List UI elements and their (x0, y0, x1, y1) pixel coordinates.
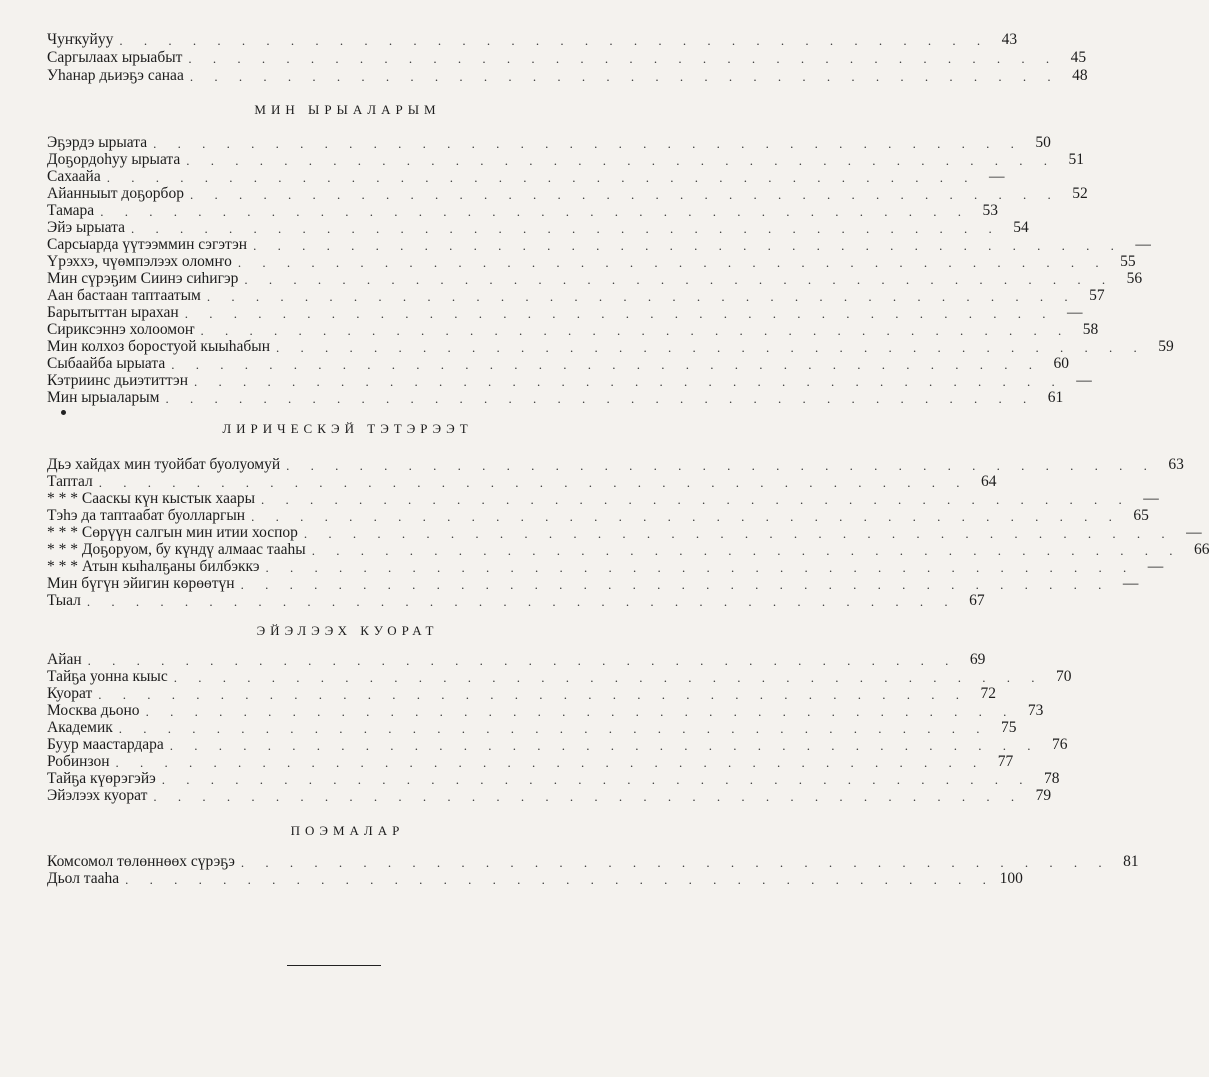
toc-entry (47, 31, 1018, 49)
toc-page: 45 (1070, 49, 1087, 66)
toc-title: Академик (47, 719, 113, 736)
toc-leader: . . . . . . . . . . . . . . . . . . . . . . . . . . . . . . . . . . . . (253, 238, 1123, 253)
toc-entry (47, 685, 997, 703)
toc-leader: . . . . . . . . . . . . . . . . . . . . . . . . . . . . . . . . . . . . (153, 136, 1023, 151)
toc-title: Мин бүгүн эйигин көрөөтүн (47, 575, 235, 592)
toc-title: * * * Атын кыһалҕаны билбэккэ (47, 558, 260, 575)
toc-title: Эйэлээх куорат (47, 787, 148, 804)
toc-leader: . . . . . . . . . . . . . . . . . . . . . . . . . . . . . . . . . . . . (200, 323, 1071, 338)
toc-entry (47, 49, 1087, 67)
toc-title: Айанныыт доҕорбор (47, 185, 184, 202)
toc-page: 100 (999, 870, 1023, 887)
toc-title: * * * Доҕоруом, бу күндү алмаас тааһы (47, 541, 306, 558)
toc-page: — (1122, 575, 1139, 592)
toc-title: Тайҕа күөрэгэйэ (47, 770, 156, 787)
toc-title: Чуҥкуйуу (47, 31, 114, 48)
toc-leader: . . . . . . . . . . . . . . . . . . . . . . . . . . . . . . . . . . . . (86, 594, 957, 609)
toc-leader: . . . . . . . . . . . . . . . . . . . . . . . . . . . . . . . . . . . . (153, 789, 1024, 804)
toc-entry (47, 372, 1092, 390)
toc-leader: . . . . . . . . . . . . . . . . . . . . . . . . . . . . . . . . . . . . (165, 391, 1036, 406)
toc-entry (47, 558, 1164, 576)
toc-title: Буур маастардара (47, 736, 164, 753)
toc-page: 73 (1027, 702, 1044, 719)
toc-page: 58 (1082, 321, 1099, 338)
toc-leader: . . . . . . . . . . . . . . . . . . . . . . . . . . . . . . . . . . . . (244, 272, 1115, 287)
toc-page: 63 (1168, 456, 1184, 473)
toc-leader: . . . . . . . . . . . . . . . . . . . . . . . . . . . . . . . . . . . . (240, 577, 1111, 592)
toc-page: 52 (1072, 185, 1088, 202)
toc-page: — (1066, 304, 1083, 321)
toc-entry (47, 202, 998, 220)
toc-leader: . . . . . . . . . . . . . . . . . . . . . . . . . . . . . . . . . . . . (118, 721, 989, 736)
toc-entry (47, 287, 1105, 305)
toc-title: * * * Сааскы күн кыстык хаары (47, 490, 256, 507)
toc-title: Москва дьоно (47, 702, 140, 719)
toc-leader: . . . . . . . . . . . . . . . . . . . . . . . . . . . . . . . . . . . . (286, 458, 1156, 473)
toc-title: Эҕэрдэ ырыата (47, 134, 148, 151)
toc-page: 76 (1052, 736, 1068, 753)
toc-page: 59 (1158, 338, 1174, 355)
toc-entry (47, 304, 1083, 322)
toc-title: Сыбаайба ырыата (47, 355, 166, 372)
toc-page: 64 (981, 473, 997, 490)
toc-title: Робинзон (47, 753, 110, 770)
toc-leader: . . . . . . . . . . . . . . . . . . . . . . . . . . . . . . . . . . . . (189, 187, 1060, 202)
toc-leader: . . . . . . . . . . . . . . . . . . . . . . . . . . . . . . . . . . . . (119, 33, 990, 48)
toc-leader: . . . . . . . . . . . . . . . . . . . . . . . . . . . . . . . . . . . . (265, 560, 1136, 575)
toc-title: Тайҕа уонна кыыс (47, 668, 168, 685)
toc-leader: . . . . . . . . . . . . . . . . . . . . . . . . . . . . . . . . . . . . (98, 475, 969, 490)
toc-title: Дьэ хайдах мин туойбат буолуомуй (47, 456, 281, 473)
toc-entry (47, 592, 985, 610)
toc-entry (47, 355, 1069, 373)
toc-leader: . . . . . . . . . . . . . . . . . . . . . . . . . . . . . . . . . . . . (100, 204, 970, 219)
toc-entry (47, 321, 1099, 339)
toc-leader: . . . . . . . . . . . . . . . . . . . . . . . . . . . . . . . . . . . . (169, 738, 1040, 753)
toc-title: Тэһэ да таптаабат буолларгын (47, 507, 246, 524)
toc-page: 67 (969, 592, 985, 609)
toc-leader: . . . . . . . . . . . . . . . . . . . . . . . . . . . . . . . . . . . . (194, 374, 1064, 389)
section-heading: МИН ЫРЫАЛАРЫМ (254, 102, 441, 117)
toc-page: — (988, 168, 1005, 185)
toc-page: — (1135, 236, 1151, 253)
toc-leader: . . . . . . . . . . . . . . . . . . . . . . . . . . . . . . . . . . . . (240, 855, 1111, 870)
toc-entry (47, 507, 1149, 525)
toc-page: 57 (1089, 287, 1105, 304)
toc-entry (47, 270, 1143, 288)
toc-page: 61 (1047, 389, 1064, 406)
toc-title: Сахаайа (47, 168, 101, 185)
toc-page: 81 (1123, 853, 1139, 870)
toc-entry (47, 575, 1139, 593)
toc-page: 50 (1035, 134, 1051, 151)
toc-title: Аан бастаан таптаатым (47, 287, 201, 304)
toc-title: Мин колхоз боростуой кыыһабын (47, 338, 271, 355)
toc-title: Мин ырыаларым (47, 389, 160, 406)
toc-entry (47, 524, 1202, 542)
toc-entry (47, 702, 1044, 720)
toc-leader: . . . . . . . . . . . . . . . . . . . . . . . . . . . . . . . . . . . . (276, 340, 1146, 355)
toc-title: Саргылаах ырыабыт (47, 49, 183, 66)
toc-entry (47, 753, 1014, 771)
toc-title: Мин сүрэҕим Сиинэ сиһигэр (47, 270, 239, 287)
toc-title: Тамара (47, 202, 95, 219)
toc-leader: . . . . . . . . . . . . . . . . . . . . . . . . . . . . . . . . . . . . (125, 872, 995, 887)
toc-entry (47, 668, 1072, 686)
toc-title: Уһанар дьиэҕэ санаа (47, 67, 184, 84)
toc-page: — (1076, 372, 1092, 389)
toc-entry (47, 338, 1174, 356)
toc-leader: . . . . . . . . . . . . . . . . . . . . . . . . . . . . . . . . . . . . (303, 526, 1174, 541)
toc-title: Куорат (47, 685, 93, 702)
toc-page: 65 (1133, 507, 1149, 524)
toc-entry (47, 541, 1209, 559)
toc-entry (47, 853, 1139, 871)
toc-leader: . . . . . . . . . . . . . . . . . . . . . . . . . . . . . . . . . . . . (98, 687, 969, 702)
toc-leader: . . . . . . . . . . . . . . . . . . . . . . . . . . . . . . . . . . . . (161, 772, 1032, 787)
toc-entry (47, 219, 1029, 237)
toc-entry (47, 770, 1060, 788)
toc-title: Дьол тааһа (47, 870, 120, 887)
toc-page: 69 (969, 651, 986, 668)
toc-page: 77 (997, 753, 1014, 770)
toc-leader: . . . . . . . . . . . . . . . . . . . . . . . . . . . . . . . . . . . . (251, 509, 1121, 524)
toc-page: — (1143, 490, 1159, 507)
toc-title: Кэтриинс дьиэтиттэн (47, 372, 188, 389)
toc-entry (47, 168, 1005, 186)
toc-entry (47, 736, 1068, 754)
toc-leader: . . . . . . . . . . . . . . . . . . . . . . . . . . . . . . . . . . . . (184, 306, 1055, 321)
toc-leader: . . . . . . . . . . . . . . . . . . . . . . . . . . . . . . . . . . . . (171, 357, 1041, 372)
toc-leader: . . . . . . . . . . . . . . . . . . . . . . . . . . . . . . . . . . . . (106, 170, 977, 185)
toc-leader: . . . . . . . . . . . . . . . . . . . . . . . . . . . . . . . . . . . . (130, 221, 1001, 236)
toc-leader: . . . . . . . . . . . . . . . . . . . . . . . . . . . . . . . . . . . . (173, 670, 1044, 685)
toc-title: Сарсыарда үүтээммин сэгэтэн (47, 236, 248, 253)
toc-leader: . . . . . . . . . . . . . . . . . . . . . . . . . . . . . . . . . . . . (145, 704, 1016, 719)
toc-entry (47, 151, 1085, 169)
toc-page: 70 (1055, 668, 1072, 685)
toc-title: Таптал (47, 473, 93, 490)
toc-entry (47, 67, 1088, 85)
toc-leader: . . . . . . . . . . . . . . . . . . . . . . . . . . . . . . . . . . . . (87, 653, 958, 668)
toc-page: — (1147, 558, 1164, 575)
toc-page: 78 (1044, 770, 1060, 787)
toc-entry (47, 389, 1064, 407)
toc-page: 51 (1068, 151, 1085, 168)
toc-page: 48 (1072, 67, 1088, 84)
end-rule (287, 965, 381, 966)
section-heading: ПОЭМАЛАР (290, 823, 405, 838)
toc-leader: . . . . . . . . . . . . . . . . . . . . . . . . . . . . . . . . . . . . (237, 255, 1108, 270)
toc-entry (47, 185, 1088, 203)
toc-title: Комсомол төлөннөөх сүрэҕэ (47, 853, 235, 870)
toc-entry (47, 473, 997, 491)
toc-page: 55 (1120, 253, 1136, 270)
toc-title: Тыал (47, 592, 81, 609)
toc-page: 53 (982, 202, 998, 219)
toc-leader: . . . . . . . . . . . . . . . . . . . . . . . . . . . . . . . . . . . . (206, 289, 1077, 304)
toc-entry (47, 651, 986, 669)
toc-entry (47, 490, 1159, 508)
toc-leader: . . . . . . . . . . . . . . . . . . . . . . . . . . . . . . . . . . . . (186, 153, 1057, 168)
section-heading: ЭЙЭЛЭЭХ КУОРАТ (256, 623, 439, 638)
toc-page: 66 (1193, 541, 1209, 558)
toc-title: Айан (47, 651, 82, 668)
toc-entry (47, 870, 1023, 888)
toc-leader: . . . . . . . . . . . . . . . . . . . . . . . . . . . . . . . . . . . . (188, 51, 1059, 66)
toc-entry (47, 719, 1017, 737)
toc-leader: . . . . . . . . . . . . . . . . . . . . . . . . . . . . . . . . . . . . (115, 755, 986, 770)
toc-leader: . . . . . . . . . . . . . . . . . . . . . . . . . . . . . . . . . . . . (189, 69, 1060, 84)
toc-title: Үрэххэ, чүөмпэлээх оломҥо (47, 253, 232, 270)
toc-page: — (1186, 524, 1202, 541)
toc-title: Доҕордоһуу ырыата (47, 151, 181, 168)
toc-page: 43 (1001, 31, 1018, 48)
toc-entry (47, 787, 1052, 805)
toc-entry (47, 134, 1051, 152)
toc-page: 60 (1053, 355, 1069, 372)
toc-page: 75 (1001, 719, 1017, 736)
toc-title: Эйэ ырыата (47, 219, 125, 236)
toc-page: 72 (980, 685, 997, 702)
toc-page: 56 (1126, 270, 1143, 287)
toc-title: Сириксэннэ холоомоҥ (47, 321, 195, 338)
bullet-dot (61, 410, 66, 415)
toc-leader: . . . . . . . . . . . . . . . . . . . . . . . . . . . . . . . . . . . . (261, 492, 1131, 507)
toc-title: * * * Сөрүүн салгын мин итии хоспор (47, 524, 298, 541)
toc-entry (47, 236, 1151, 254)
toc-page: 54 (1013, 219, 1029, 236)
toc-entry (47, 253, 1136, 271)
section-heading: ЛИРИЧЕСКЭЙ ТЭТЭРЭЭТ (222, 421, 473, 436)
toc-title: Барытыттан ырахан (47, 304, 179, 321)
toc-entry (47, 456, 1184, 474)
toc-leader: . . . . . . . . . . . . . . . . . . . . . . . . . . . . . . . . . . . . (311, 543, 1182, 558)
toc-page: 79 (1035, 787, 1052, 804)
